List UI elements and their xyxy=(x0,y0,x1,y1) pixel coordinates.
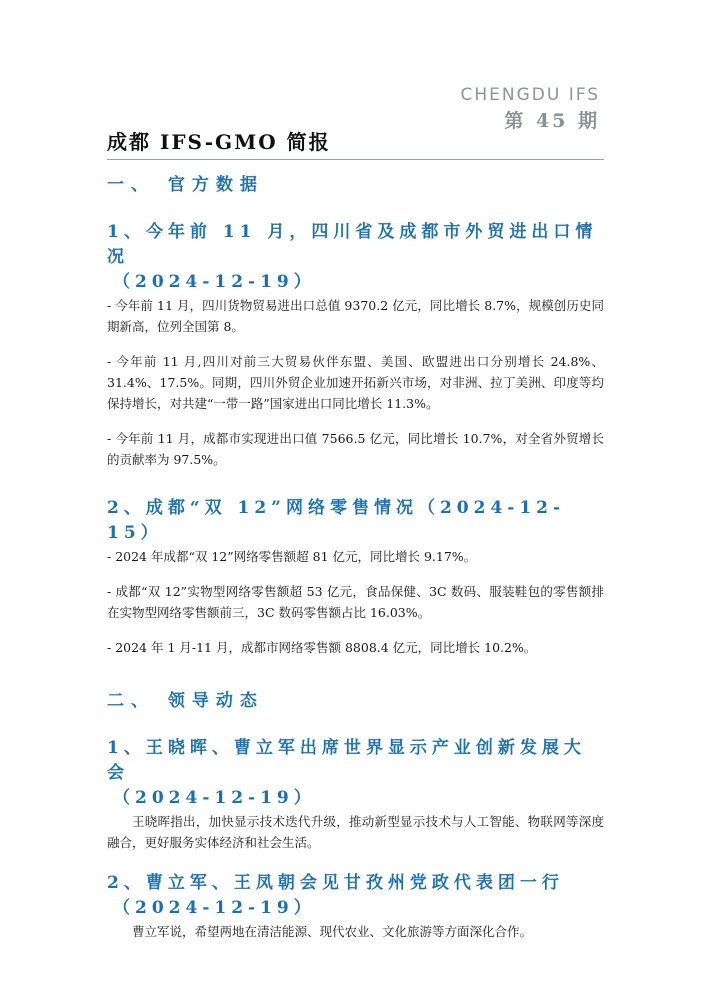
item-title-double12 xyxy=(107,496,604,546)
brand-logo-text: CHENGDU IFS xyxy=(460,85,600,105)
paragraph: - 2024 年 1 月-11 月，成都市网络零售额 8808.4 亿元，同比增长 10.2%。 xyxy=(107,640,537,655)
header-divider xyxy=(107,159,604,160)
item-title-text: 1、今年前 11 月，四川省及成都市外贸进出口情况 xyxy=(107,222,598,267)
item-date: （2024-12-19） xyxy=(113,788,316,808)
paragraph: - 2024 年成都“双 12”网络零售额超 81 亿元，同比增长 9.17%。 xyxy=(107,549,477,564)
document-title: 成都 IFS-GMO 简报 xyxy=(107,130,331,154)
paragraph: 曹立军说，希望两地在清洁能源、现代农业、文化旅游等方面深化合作。 xyxy=(132,924,533,939)
item-title-display-conference xyxy=(107,736,604,811)
section-heading-official-data: 一、 官方数据 xyxy=(107,175,264,195)
paragraph: - 今年前 11 月，成都市实现进出口值 7566.5 亿元，同比增长 10.7%，对全省外贸增长的贡献率为 97.5%。 xyxy=(107,431,604,467)
paragraph: - 成都“双 12”实物型网络零售额超 53 亿元，食品保健、3C 数码、服装鞋包的零售额排在实物型网络零售额前三，3C 数码零售额占比 16.03%。 xyxy=(107,584,604,620)
item-title-ganzi-delegation xyxy=(107,871,604,921)
item-title-text: 2、成都“双 12”网络零售情况（2024-12-15） xyxy=(107,498,566,543)
item-title-trade xyxy=(107,220,604,295)
section-heading-leadership: 二、 领导动态 xyxy=(107,691,264,711)
item-date: （2024-12-19） xyxy=(113,272,316,292)
issue-number: 第 45 期 xyxy=(504,110,600,132)
item-title-text: 1、王晓晖、曹立军出席世界显示产业创新发展大会 xyxy=(107,738,586,783)
item-title-text: 2、曹立军、王凤朝会见甘孜州党政代表团一行 xyxy=(107,873,564,893)
item-date: （2024-12-19） xyxy=(113,898,316,918)
paragraph: 王晓晖指出，加快显示技术迭代升级，推动新型显示技术与人工智能、物联网等深度融合，更好服务实体经济和社会生活。 xyxy=(107,814,604,850)
paragraph: - 今年前 11 月,四川对前三大贸易伙伴东盟、美国、欧盟进出口分别增长 24.8%、31.4%、17.5%。同期，四川外贸企业加速开拓新兴市场，对非洲、拉丁美洲、印度等均保持增长，对共建“一带一路”国家进出口同比增长 11.3%。 xyxy=(107,354,604,411)
paragraph: - 今年前 11 月，四川货物贸易进出口总值 9370.2 亿元，同比增长 8.7%，规模创历史同期新高，位列全国第 8。 xyxy=(107,298,604,334)
document-body xyxy=(107,172,604,942)
